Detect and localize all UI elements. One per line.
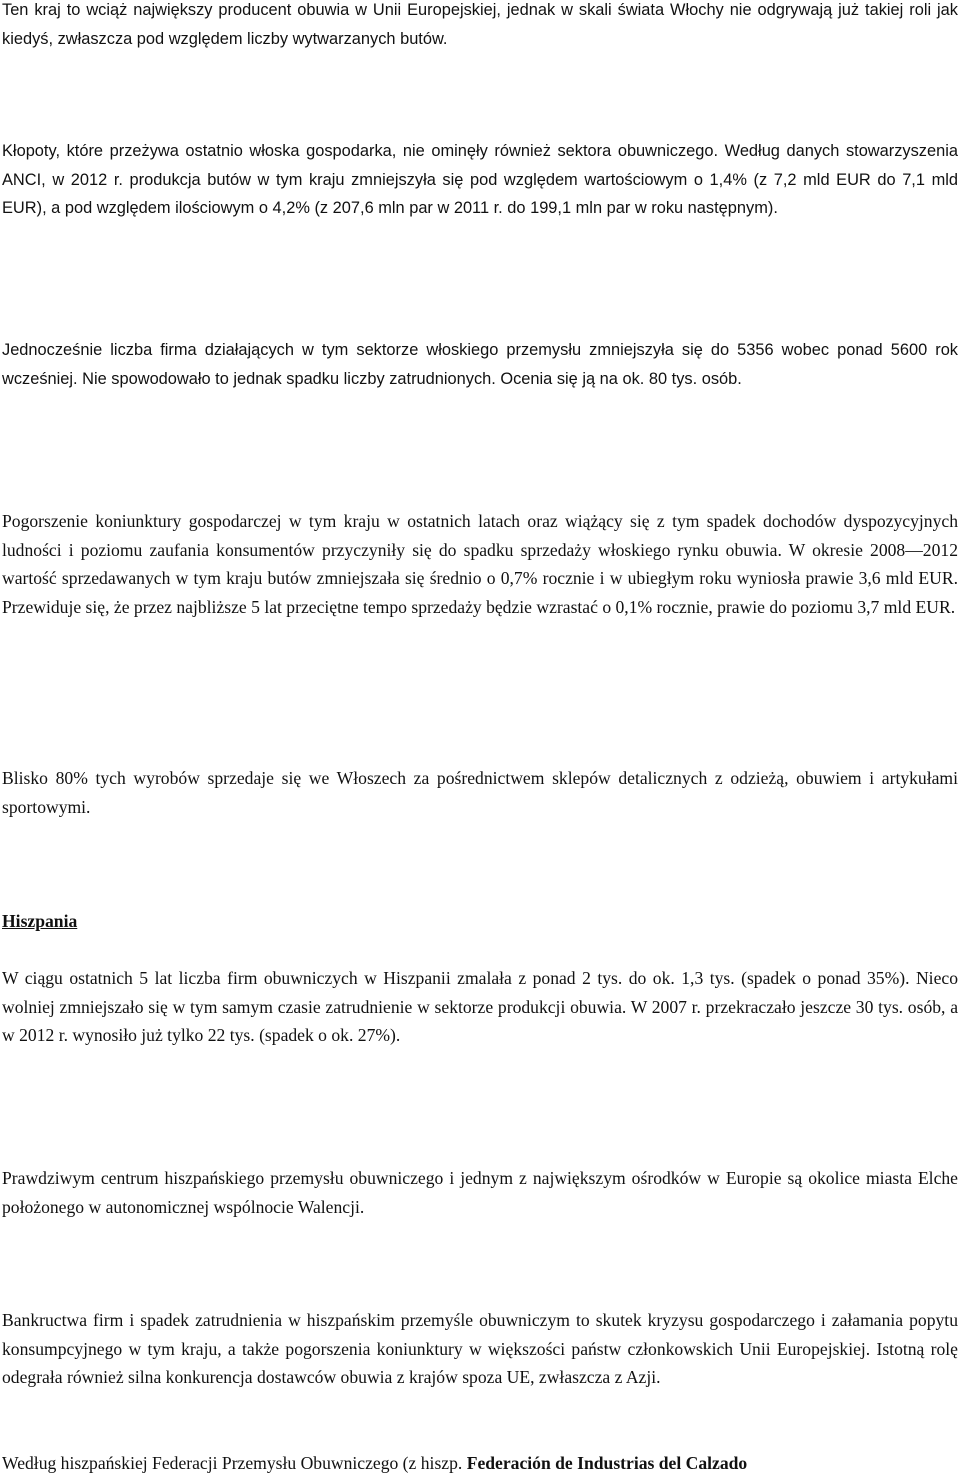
paragraph-spain-crisis: Bankructwa firm i spadek zatrudnienia w hiszpańskim przemyśle obuwniczym to skutek kryzysu gospodarczego i załamania popytu konsumpcyjnego w tym kraju, a także pogorszenia koniunktury w większości państw członkowskich Unii Europejskiej. Istotną rolę odegrała również silna konkurencja dostawców obuwia z krajów spoza UE, zwłaszcza z Azji. [2, 1310, 958, 1388]
federation-name: Federación de Industrias del Calzado [466, 1453, 748, 1473]
section-heading-spain: Hiszpania [2, 911, 78, 931]
paragraph-spain-firms: W ciągu ostatnich 5 lat liczba firm obuwniczych w Hiszpanii zmalała z ponad 2 tys. do ok. 1,3 tys. (spadek o ponad 35%). Nieco wolniej zmniejszało się w tym samym czasie zatrudnienie w sektorze produkcji obuwia. W 2007 r. przekraczało jeszcze 30 tys. osób, a w 2012 r. wynosiło już tylko 22 tys. (spadek o ok. 27%). [2, 968, 958, 1046]
paragraph-italy-production-part1: Kłopoty, które przeżywa ostatnio włoska gospodarka, nie ominęły również sektora obuwniczego. Według danych stowarzyszenia ANCI, w 2012 r. [2, 142, 958, 189]
paragraph-spain-elche: Prawdziwym centrum hiszpańskiego przemysłu obuwniczego i jednym z największym ośrodków w Europie są okolice miasta Elche położonego w autonomicznej wspólnocie Walencji. [2, 1168, 958, 1217]
paragraph-italy-retail: Blisko 80% tych wyrobów sprzedaje się we Włoszech za pośrednictwem sklepów detalicznych z odzieżą, obuwiem i artykułami sportowymi. [2, 768, 958, 817]
paragraph-italy-sales: Pogorszenie koniunktury gospodarczej w tym kraju w ostatnich latach oraz wiążący się z tym spadek dochodów dyspozycyjnych ludności i poziomu zaufania konsumentów przyczyniły się do spadku sprzedaży włoskiego rynku obuwia. W okresie 2008—2012 wartość sprzedawanych w tym kraju butów zmniejszała się średnio o 0,7% rocznie i w ubiegłym roku wyniosła prawie 3,6 mld EUR. Przewiduje się, że przez najbliższe 5 lat przeciętne tempo sprzedaży będzie wzrastać o 0,1% rocznie, prawie do poziomu 3,7 mld EUR. [2, 511, 958, 617]
paragraph-italy-firms: Jednocześnie liczba firma działających w tym sektorze włoskiego przemysłu zmniejszyła się do 5356 wobec ponad 5600 rok wcześniej. Nie spowodowało to jednak spadku liczby zatrudnionych. Ocenia się ją na ok. 80 tys. osób. [2, 341, 958, 388]
paragraph-spain-federation-text: Według hiszpańskiej Federacji Przemysłu Obuwniczego (z hiszp. [2, 1453, 467, 1473]
paragraph-spain-federation [2, 1449, 958, 1478]
paragraph-italy-production-part2: produkcja butów w tym kraju zmniejszyła się pod względem wartościowym o 1,4% (z 7,2 mld EUR do 7,1 mld EUR), a pod względem ilościowym o 4,2% (z 207,6 mln par w 2011 r. do 199,1 mln par w roku następnym). [2, 170, 958, 218]
paragraph-italy-intro: Ten kraj to wciąż największy producent obuwia w Unii Europejskiej, jednak w skali świata Włochy nie odgrywają już takiej roli jak kiedyś, zwłaszcza pod względem liczby wytwarzanych butów. [2, 1, 958, 48]
paragraph-italy-production [2, 137, 958, 223]
